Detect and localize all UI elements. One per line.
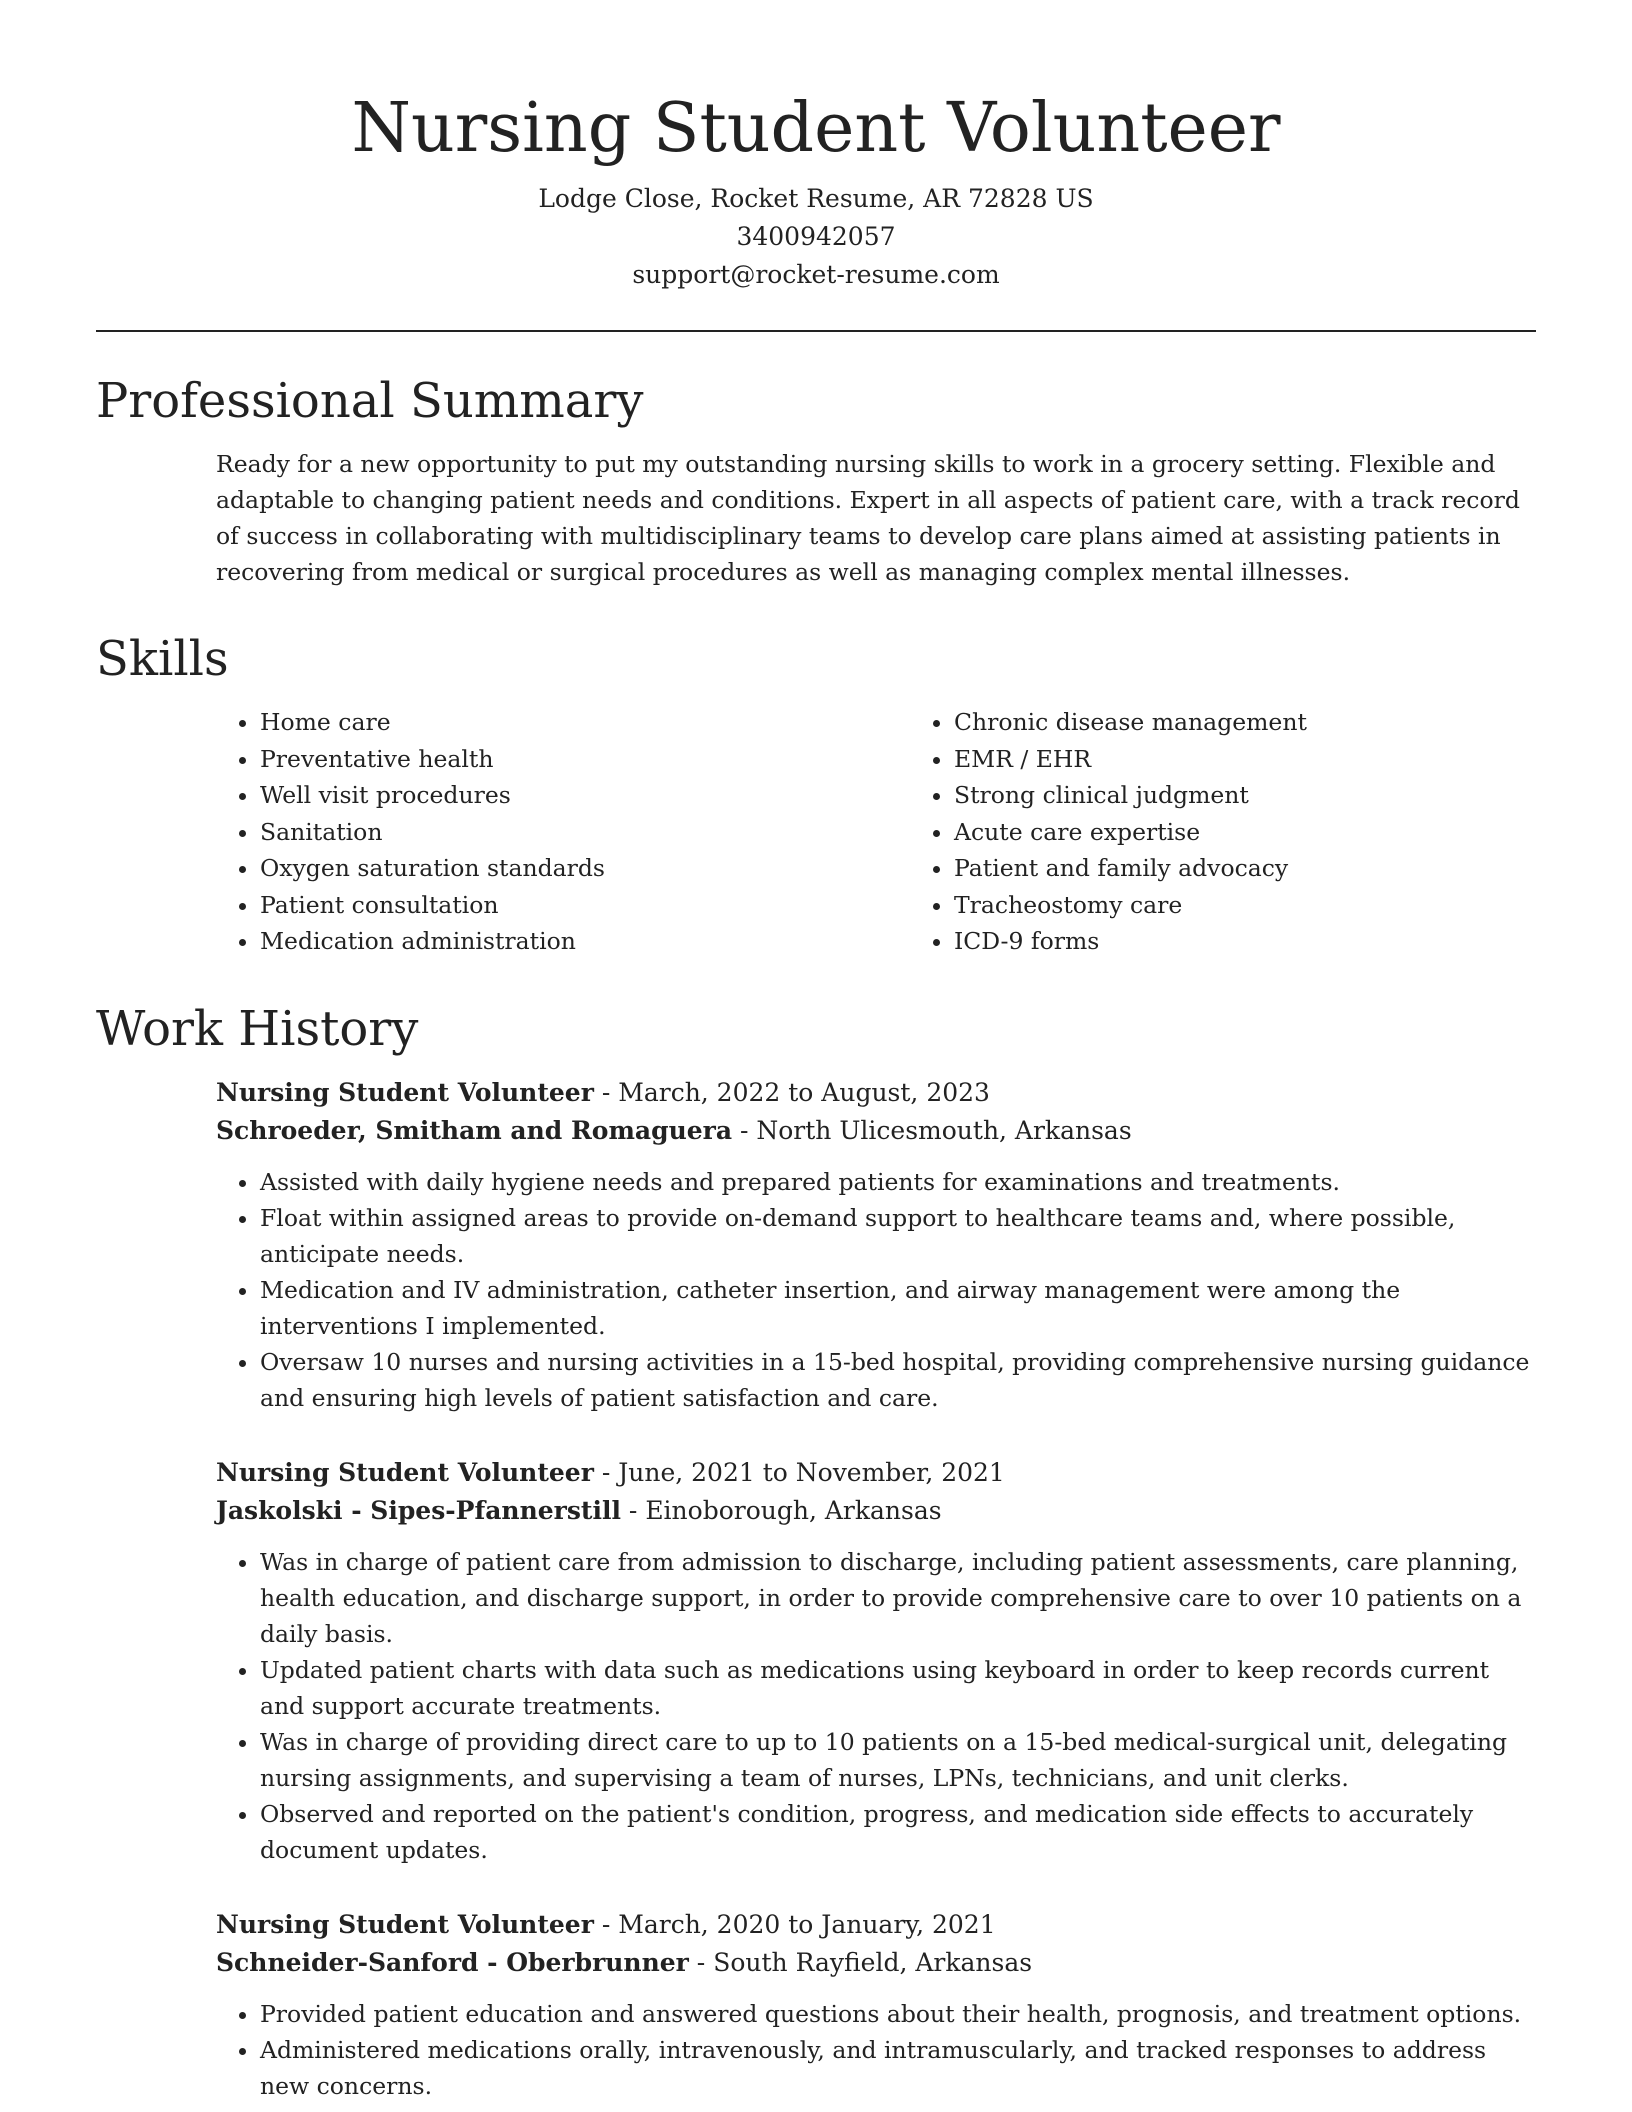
skill-item: • Oxygen saturation standards (260, 850, 910, 887)
skills-grid (216, 704, 1536, 960)
summary-body (96, 446, 1536, 590)
job-duties (216, 1996, 1536, 2104)
summary-text: Ready for a new opportunity to put my outstanding nursing skills to work in a grocery setting. Flexible and adaptable to changing patient needs and conditions. Expert in all aspects of patient care, with a track record of success in collaborating with multidisciplinary teams to develop care plans aimed at assisting patients in recovering from medical or surgical procedures as well as managing complex mental illnesses. (216, 450, 1520, 586)
job-role: Nursing Student Volunteer (216, 1457, 594, 1487)
job-company-line (216, 1112, 1536, 1150)
duty-item: • Provided patient education and answered questions about their health, prognosis, and treatment options. (260, 1996, 1536, 2032)
duty-item: • Was in charge of patient care from admission to discharge, including patient assessments, care planning, health education, and discharge support, in order to provide comprehensive care to over 10 patients on a daily basis. (260, 1544, 1536, 1652)
skill-item: • Strong clinical judgment (954, 777, 1604, 814)
contact-phone: 3400942057 (736, 222, 896, 251)
duty-item: • Assisted with daily hygiene needs and prepared patients for examinations and treatments. (260, 1164, 1536, 1200)
skill-item: • Chronic disease management (954, 704, 1604, 741)
work-history-body (96, 1074, 1536, 2104)
job-company: Schroeder, Smitham and Romaguera (216, 1115, 733, 1145)
duty-item: • Observed and reported on the patient's condition, progress, and medication side effects to accurately document updates. (260, 1796, 1536, 1868)
job-title-line (216, 1906, 1536, 1944)
job-role: Nursing Student Volunteer (216, 1077, 594, 1107)
resume-name: Nursing Student Volunteer (351, 89, 1281, 168)
duty-item: • Administered medications orally, intravenously, and intramuscularly, and tracked responses to address new concerns. (260, 2032, 1536, 2104)
skill-item: • Acute care expertise (954, 814, 1604, 851)
job-separator: - (688, 1947, 714, 1977)
job-company: Schneider-Sanford - Oberbrunner (216, 1947, 689, 1977)
work-history-section (96, 1000, 1536, 2104)
skill-item: • EMR / EHR (954, 741, 1604, 778)
skills-list-right (910, 704, 1604, 960)
skill-item: • ICD-9 forms (954, 923, 1604, 960)
duty-item: • Medication and IV administration, catheter insertion, and airway management were among the interventions I implemented. (260, 1272, 1536, 1344)
skills-body (96, 704, 1536, 960)
summary-section (96, 372, 1536, 590)
job-dates: March, 2020 to January, 2021 (618, 1909, 996, 1939)
skill-item: • Preventative health (260, 741, 910, 778)
job-role: Nursing Student Volunteer (216, 1909, 594, 1939)
job-entry (216, 1074, 1536, 1416)
skill-item: • Patient and family advocacy (954, 850, 1604, 887)
skills-list-left (216, 704, 910, 960)
work-history-heading: Work History (96, 1000, 419, 1057)
job-dates: March, 2022 to August, 2023 (618, 1077, 990, 1107)
duty-item: • Float within assigned areas to provide on-demand support to healthcare teams and, where possible, anticipate needs. (260, 1200, 1536, 1272)
skill-item: • Medication administration (260, 923, 910, 960)
job-company-line (216, 1944, 1536, 1982)
job-company: Jaskolski - Sipes-Pfannerstill (216, 1495, 621, 1525)
job-separator: - (593, 1077, 619, 1107)
job-dates: June, 2021 to November, 2021 (618, 1457, 1005, 1487)
job-location: South Rayfield, Arkansas (713, 1947, 1033, 1977)
job-title-line (216, 1454, 1536, 1492)
skill-item: • Sanitation (260, 814, 910, 851)
skill-item: • Tracheostomy care (954, 887, 1604, 924)
contact-email: support@rocket-resume.com (632, 260, 1000, 289)
duty-item: • Updated patient charts with data such as medications using keyboard in order to keep records current and support accurate treatments. (260, 1652, 1536, 1724)
skill-item: • Patient consultation (260, 887, 910, 924)
summary-heading: Professional Summary (96, 373, 644, 429)
job-separator: - (593, 1457, 619, 1487)
duty-item: • Was in charge of providing direct care to up to 10 patients on a 15-bed medical-surgical unit, delegating nursing assignments, and supervising a team of nurses, LPNs, technicians, and unit clerks. (260, 1724, 1536, 1796)
job-company-line (216, 1492, 1536, 1530)
job-title-line (216, 1074, 1536, 1112)
job-location: Einoborough, Arkansas (645, 1495, 942, 1525)
job-duties (216, 1164, 1536, 1416)
job-entry (216, 1454, 1536, 1868)
job-location: North Ulicesmouth, Arkansas (756, 1115, 1132, 1145)
skills-section (96, 630, 1536, 960)
job-duties (216, 1544, 1536, 1868)
skill-item: • Home care (260, 704, 910, 741)
job-entry (216, 1906, 1536, 2104)
job-separator: - (593, 1909, 619, 1939)
job-separator: - (732, 1115, 757, 1145)
skill-item: • Well visit procedures (260, 777, 910, 814)
contact-block (96, 180, 1536, 294)
job-separator: - (620, 1495, 646, 1525)
header-divider (96, 330, 1536, 332)
duty-item: • Oversaw 10 nurses and nursing activities in a 15-bed hospital, providing comprehensive nursing guidance and ensuring high levels of patient satisfaction and care. (260, 1344, 1536, 1416)
contact-address: Lodge Close, Rocket Resume, AR 72828 US (538, 184, 1094, 213)
skills-heading: Skills (96, 631, 229, 687)
